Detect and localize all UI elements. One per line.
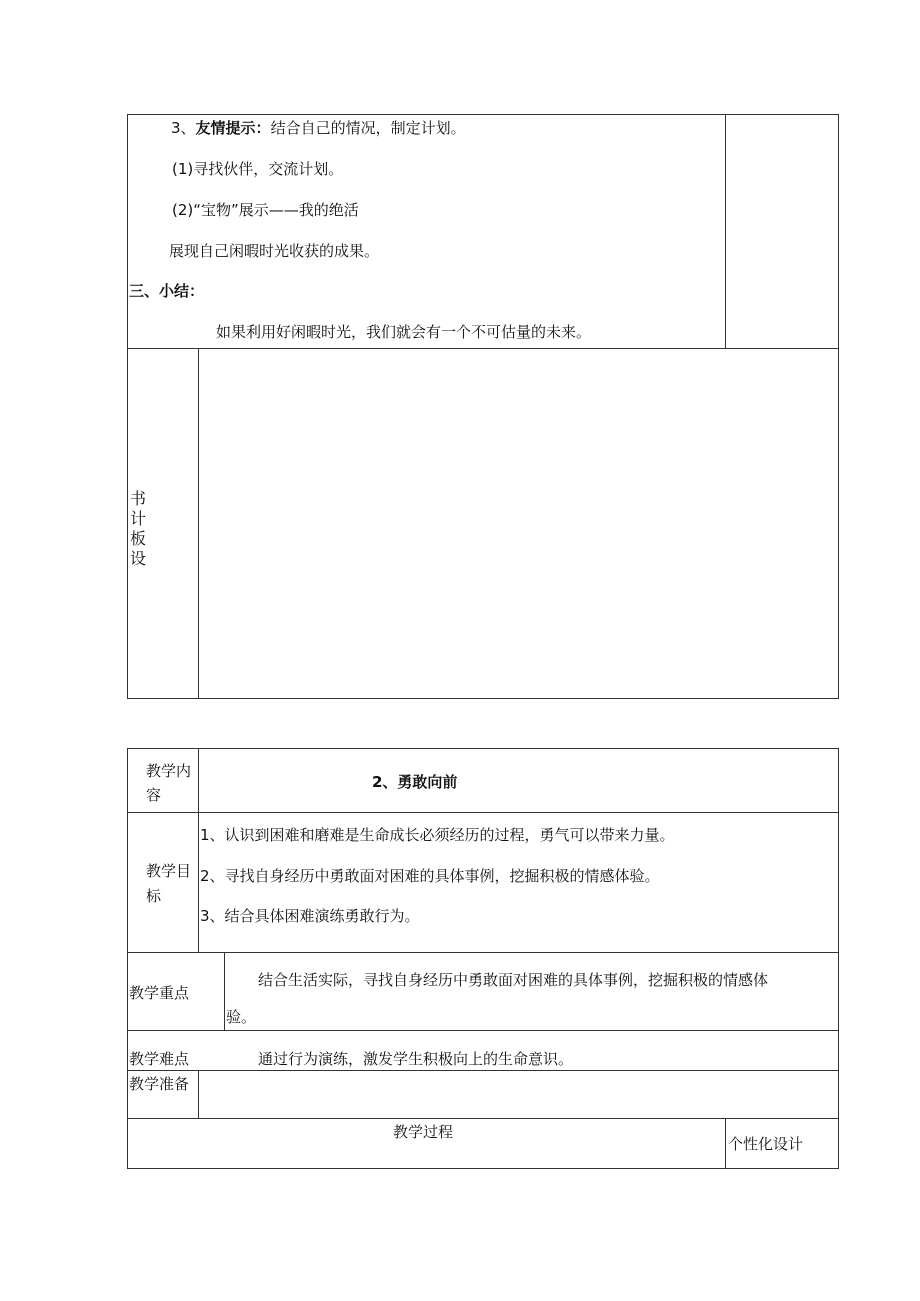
goals-label: 教学目 [146, 862, 192, 880]
board-label-char: 板 [130, 529, 147, 548]
tip-prefix: 3、 [171, 119, 196, 137]
table1-col-divider-right [725, 114, 726, 348]
goals-label: 标 [146, 887, 162, 905]
board-label-char: 书 [130, 489, 147, 508]
personal-design-label: 个性化设计 [728, 1135, 804, 1153]
table2-col-divider [224, 952, 225, 1030]
difficulty-text: 通过行为演练，激发学生积极向上的生命意识。 [258, 1050, 574, 1068]
table1-right-border [838, 114, 839, 699]
summary-text: 如果利用好闲暇时光，我们就会有一个不可估量的未来。 [216, 323, 592, 341]
key-points-label: 教学重点 [129, 984, 190, 1002]
content-label: 容 [146, 786, 162, 804]
table2-col-divider [725, 1118, 726, 1168]
table2-row-divider [127, 1070, 839, 1071]
table2-left-border [127, 748, 128, 1169]
table2-top-border [127, 748, 839, 749]
preparation-label: 教学准备 [129, 1075, 190, 1093]
tip-line [171, 118, 466, 138]
tip-text: 结合自己的情况，制定计划。 [270, 119, 466, 137]
list-item: (1)寻找伙伴，交流计划。 [172, 160, 344, 178]
board-label-char: 计 [130, 509, 147, 528]
table2-row-divider [127, 1118, 839, 1119]
table1-left-border [127, 114, 128, 699]
table2-row-divider [127, 1030, 839, 1031]
goal-item: 1、认识到困难和磨难是生命成长必须经历的过程，勇气可以带来力量。 [200, 826, 675, 844]
board-design-label [130, 489, 150, 569]
table2-col-divider [198, 748, 199, 952]
table1-row-divider [127, 348, 839, 349]
table1-top-border [127, 114, 839, 115]
key-points-text: 验。 [226, 1008, 257, 1026]
table2-right-border [838, 748, 839, 1169]
goal-item: 3、结合具体困难演练勇敢行为。 [200, 907, 420, 925]
process-label: 教学过程 [393, 1123, 454, 1141]
key-points-text: 结合生活实际，寻找自身经历中勇敢面对困难的具体事例，挖掘积极的情感体 [258, 971, 769, 989]
content-label: 教学内 [146, 762, 192, 780]
tip-label: 友情提示： [195, 119, 271, 137]
list-item: (2)“宝物”展示——我的绝活 [172, 201, 359, 219]
difficulty-label: 教学难点 [129, 1050, 190, 1068]
board-label-char: 设 [130, 549, 147, 568]
table2-row-divider [127, 812, 839, 813]
goal-item: 2、寻找自身经历中勇敢面对困难的具体事例，挖掘积极的情感体验。 [200, 867, 660, 885]
table2-bottom-border [127, 1168, 839, 1169]
table2-col-divider [198, 1070, 199, 1118]
table1-col-divider-left [198, 348, 199, 698]
summary-heading: 三、小结： [129, 282, 205, 300]
content-title: 2、勇敢向前 [372, 773, 458, 791]
list-item: 展现自己闲暇时光收获的成果。 [169, 242, 380, 260]
table1-bottom-border [127, 698, 839, 699]
table2-row-divider [127, 952, 839, 953]
